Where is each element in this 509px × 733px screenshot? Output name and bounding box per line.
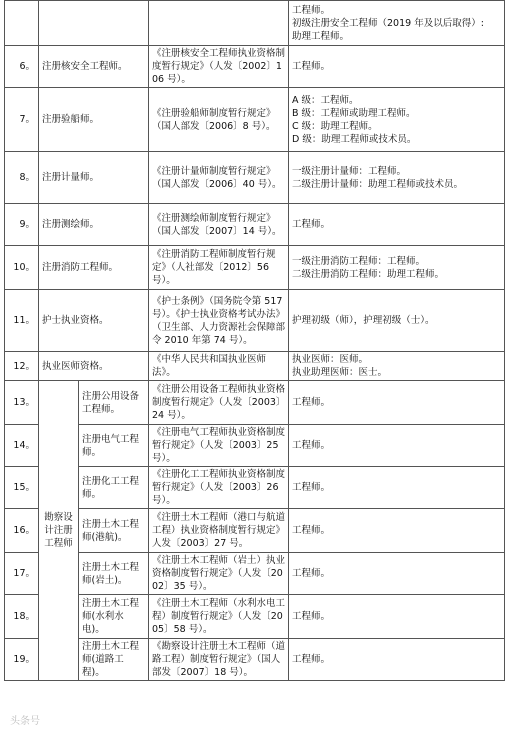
- qualification-name: 注册土木工程师(岩土)。: [79, 553, 149, 595]
- row-number: 9。: [5, 204, 39, 246]
- row-number: 10。: [5, 246, 39, 290]
- regulation-text: 《中华人民共和国执业医师法》。: [149, 352, 289, 381]
- regulation-text: 《注册测绘师制度暂行规定》（国人部发〔2007〕14 号）。: [149, 204, 289, 246]
- qualification-name: 注册核安全工程师。: [39, 46, 149, 88]
- level-line: 一级注册计量师：工程师。: [292, 165, 407, 177]
- table-row: [5, 467, 505, 509]
- qualification-name: 注册土木工程师(道路工程)。: [79, 639, 149, 681]
- row-number: 7。: [5, 88, 39, 152]
- regulation-text: 《护士条例》（国务院令第 517 号）。《护士执业资格考试办法》（卫生部、人力资源社会保障部令 2010 年第 74 号）。: [149, 290, 289, 352]
- regulation-text: 《注册核安全工程师执业资格制度暂行规定》（人发〔2002〕106 号）。: [149, 46, 289, 88]
- level-cell: [289, 595, 505, 639]
- level-cell: [289, 246, 505, 290]
- table-row: [5, 152, 505, 204]
- level-line: 工程师。: [292, 219, 331, 230]
- level-cell: [289, 204, 505, 246]
- level-line: 工程师。: [292, 397, 331, 408]
- table-row: [5, 1, 505, 46]
- table-row: [5, 290, 505, 352]
- level-cell: [289, 88, 505, 152]
- row-number: 19。: [5, 639, 39, 681]
- table-row: [5, 352, 505, 381]
- row-number: 16。: [5, 509, 39, 553]
- regulation-text: 《注册验船师制度暂行规定》（国人部发〔2006〕8 号）。: [149, 88, 289, 152]
- level-cell: [289, 467, 505, 509]
- regulation-text: 《注册电气工程师执业资格制度暂行规定》（人发〔2003〕25 号）。: [149, 425, 289, 467]
- regulation-text: 《注册公用设备工程师执业资格制度暂行规定》（人发〔2003〕24 号）。: [149, 381, 289, 425]
- qualification-name: 注册消防工程师。: [39, 246, 149, 290]
- level-cell: [289, 381, 505, 425]
- regulation-text: 《注册土木工程师（水利水电工程）制度暂行规定》（人发〔2005〕58 号）。: [149, 595, 289, 639]
- level-cell: [289, 1, 505, 46]
- level-line: A 级：工程师。: [292, 94, 359, 106]
- level-cell: [289, 352, 505, 381]
- table-row: [5, 204, 505, 246]
- regulation-text: 《注册计量师制度暂行规定》（国人部发〔2006〕40 号）。: [149, 152, 289, 204]
- row-number: 18。: [5, 595, 39, 639]
- level-line: 一级注册消防工程师：工程师。: [292, 255, 426, 267]
- table-row: [5, 595, 505, 639]
- regulation-text: 《注册消防工程师制度暂行规定》（人社部发〔2012〕56 号）。: [149, 246, 289, 290]
- table-row: [5, 46, 505, 88]
- level-cell: [289, 46, 505, 88]
- qualification-name: 注册化工工程师。: [79, 467, 149, 509]
- table-row: [5, 553, 505, 595]
- level-line: 工程师。: [292, 525, 331, 536]
- regulation-text: 《注册土木工程师（港口与航道工程）执业资格制度暂行规定》人发〔2003〕27 号。: [149, 509, 289, 553]
- watermark: 头条号: [10, 716, 40, 727]
- qualification-name: 注册测绘师。: [39, 204, 149, 246]
- table-row: [5, 246, 505, 290]
- table-row: [5, 639, 505, 681]
- level-line: 二级注册消防工程师：助理工程师。: [292, 268, 445, 280]
- level-line: 工程师。: [292, 654, 331, 665]
- qualification-name: 注册公用设备工程师。: [79, 381, 149, 425]
- row-number: 13。: [5, 381, 39, 425]
- level-line: D 级：助理工程师或技术员。: [292, 133, 417, 145]
- level-cell: [289, 509, 505, 553]
- level-line: B 级：工程师或助理工程师。: [292, 107, 416, 119]
- level-line: 初级注册安全工程师（2019 年及以后取得）:: [292, 17, 484, 29]
- level-cell: [289, 290, 505, 352]
- row-number: 11。: [5, 290, 39, 352]
- qualification-name: 执业医师资格。: [39, 352, 149, 381]
- level-line: 工程师。: [292, 611, 331, 622]
- level-cell: [289, 152, 505, 204]
- qualification-name: [39, 1, 149, 46]
- level-line: 工程师。: [292, 568, 331, 579]
- row-number: 17。: [5, 553, 39, 595]
- level-line: 执业助理医师：医士。: [292, 367, 388, 378]
- level-line: 助理工程师。: [292, 30, 350, 42]
- row-number: 14。: [5, 425, 39, 467]
- level-cell: [289, 425, 505, 467]
- qualification-name: 注册土木工程师(港航)。: [79, 509, 149, 553]
- level-line: 工程师。: [292, 4, 331, 16]
- row-number: 15。: [5, 467, 39, 509]
- table-row: [5, 425, 505, 467]
- level-line: 工程师。: [292, 440, 331, 451]
- level-line: 执业医师：医师。: [292, 354, 369, 365]
- qualification-table: [4, 0, 505, 681]
- qualification-name: 注册土木工程师(水利水电)。: [79, 595, 149, 639]
- table-row: [5, 88, 505, 152]
- row-number: 6。: [5, 46, 39, 88]
- regulation-text: [149, 1, 289, 46]
- row-number: 12。: [5, 352, 39, 381]
- row-number: [5, 1, 39, 46]
- regulation-text: 《注册化工工程师执业资格制度暂行规定》（人发〔2003〕26 号）。: [149, 467, 289, 509]
- qualification-name: 注册电气工程师。: [79, 425, 149, 467]
- level-line: 工程师。: [292, 482, 331, 493]
- level-line: C 级：助理工程师。: [292, 120, 378, 132]
- qualification-name: 护士执业资格。: [39, 290, 149, 352]
- level-line: 二级注册计量师：助理工程师或技术员。: [292, 178, 464, 190]
- level-cell: [289, 639, 505, 681]
- merged-category-label: 勘察设计注册工程师: [39, 381, 79, 681]
- table-row: [5, 381, 505, 425]
- table-row: [5, 509, 505, 553]
- qualification-name: 注册验船师。: [39, 88, 149, 152]
- level-line: 护理初级（师），护理初级（士）。: [292, 315, 435, 326]
- regulation-text: 《注册土木工程师（岩土）执业资格制度暂行规定》（人发〔2002〕35 号）。: [149, 553, 289, 595]
- regulation-text: 《勘察设计注册土木工程师（道路工程）制度暂行规定》（国人部发〔2007〕18 号）。: [149, 639, 289, 681]
- level-cell: [289, 553, 505, 595]
- qualification-name: 注册计量师。: [39, 152, 149, 204]
- level-line: 工程师。: [292, 61, 331, 72]
- row-number: 8。: [5, 152, 39, 204]
